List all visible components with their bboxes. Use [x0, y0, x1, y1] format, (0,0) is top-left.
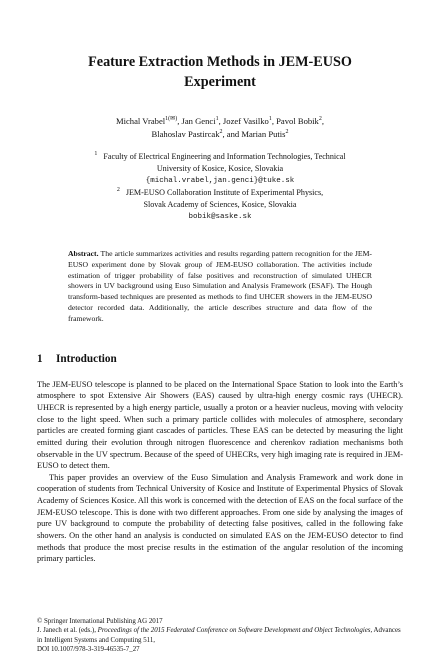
email-link[interactable]: bobik@saske.sk: [188, 213, 252, 221]
author-line-2: [37, 128, 403, 141]
affiliation-text: Slovak Academy of Sciences, Kosice, Slovakia: [143, 200, 297, 209]
paper-title: [45, 52, 395, 92]
author-affil-mark: 2: [285, 129, 289, 136]
author-affil-mark: 1: [215, 116, 219, 123]
abstract-text: The article summarizes activities and results regarding pattern recognition for the JEM-EUSO experiment done by Slovak group of JEM-EUSO collaboration. The activities include estimation of trigger probability of false positives and reconstruction of simulated UHECR showers in UV background using Euso Simulation and Analysis Framework (ESAF). The Hough transform-based techniques are presented as methods to find UHCER showers in the JEM-EUSO detector recorded data. Additionally, the article describes structure and data flow of the framework.: [68, 249, 372, 323]
author-affil-mark: 2: [318, 116, 322, 123]
author-name: , Jan Genci: [177, 116, 216, 126]
author-name: Blahoslav Pastircak: [151, 129, 220, 139]
author-list: [37, 115, 403, 141]
author-affil-mark: 1(✉): [165, 116, 178, 123]
section-title: Introduction: [56, 352, 117, 365]
affiliation-text: University of Kosice, Kosice, Slovakia: [156, 164, 284, 173]
affiliation-1: [37, 151, 403, 187]
title-line-2: Experiment: [184, 74, 256, 90]
author-name: , Jozef Vasilko: [218, 116, 269, 126]
citation-editors: J. Janech et al. (eds.),: [37, 627, 98, 635]
author-affil-mark: 1: [268, 116, 272, 123]
author-separator: ,: [321, 116, 325, 126]
section-number: 1: [37, 352, 43, 365]
affiliation-list: [37, 151, 403, 223]
title-line-1: Feature Extraction Methods in JEM-EUSO: [88, 54, 352, 70]
affiliation-text: Faculty of Electrical Engineering and Information Technologies, Technical: [103, 152, 346, 161]
author-affil-mark: 2: [219, 129, 223, 136]
abstract-label: Abstract.: [68, 249, 99, 258]
citation-proceedings: Proceedings of the 2015 Federated Conference on Software Development and Object Technologies: [97, 627, 371, 635]
author-line-1: [37, 115, 403, 128]
affiliation-mark: 1: [94, 151, 98, 158]
citation-series: , Advances in Intelligent Systems and Computing 511,: [37, 627, 401, 644]
author-name: , Pavol Bobik: [271, 116, 319, 126]
author-name: , and Marian Putis: [222, 129, 286, 139]
abstract: [68, 249, 372, 325]
affiliation-text: JEM-EUSO Collaboration Institute of Experimental Physics,: [125, 188, 324, 197]
copyright-line: © Springer International Publishing AG 2017: [37, 618, 163, 625]
section-heading: [37, 353, 403, 365]
affiliation-mark: 2: [116, 187, 120, 194]
doi-line[interactable]: DOI 10.1007/978-3-319-46535-7_27: [37, 646, 140, 654]
author-name: Michal Vrabel: [115, 116, 166, 126]
citation-line: [37, 626, 403, 645]
publication-footer: [37, 617, 403, 655]
body-paragraph: The JEM-EUSO telescope is planned to be placed on the International Space Station to look into the Earth’s atmosphere to spot Extensive Air Showers (EAS) caused by ultra-high energy cosmic rays (UHECR). UHECR is represented by a high energy particle, usually a proton or a heavier nucleus, moving with velocity close to the light speed. When such a primary particle collides with molecules of atmosphere, secondary particles are created forming giant cascades of particles. These EAS can be detected by measuring the light emitted during their evolution through nitrogen fluorescence and cherenkov radiation mechanisms both observable in the UV spectrum. Because of the speed of UHECRs, very high imaging rate is required in JEM-EUSO to detect them.: [37, 379, 403, 471]
affiliation-2: [37, 187, 403, 223]
email-link[interactable]: {michal.vrabel,jan.genci}@tuke.sk: [145, 177, 295, 185]
section-body: [37, 379, 403, 566]
body-paragraph: This paper provides an overview of the Euso Simulation and Analysis Framework and work done in cooperation of students from Technical University of Kosice and Institute of Experimental Physics of Slovak Academy of Sciences Kosice. All this work is concerned with the detection of EAS on the focal surface of the JEM-EUSO telescope. This is done with two different approaches. From one side by analysing the images of pure UV background to compute the probability of detecting false positives, called in the following fake showers. On the other hand an analysis is conducted on simulated EAS on the JEM-EUSO detector to find methods that produce the most precise results in the estimation of the angular resolution of the incoming primary particles.: [37, 472, 403, 564]
